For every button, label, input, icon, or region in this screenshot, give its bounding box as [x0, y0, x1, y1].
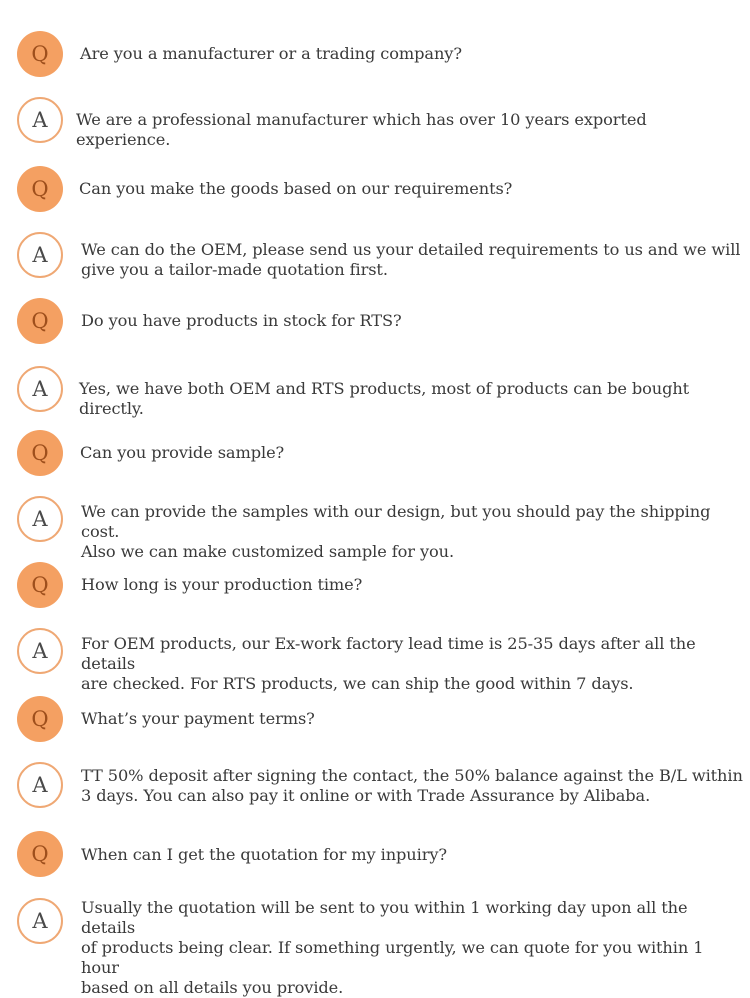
answer-badge: A	[17, 97, 63, 143]
answer-text: TT 50% deposit after signing the contact, the 50% balance against the B/L within 3 days. You can also pay it online or with Trade Assurance by Alibaba.	[81, 766, 743, 805]
question-text: Are you a manufacturer or a trading company?	[80, 44, 462, 63]
question-text: When can I get the quotation for my inpuiry?	[81, 845, 447, 864]
answer-text: We can do the OEM, please send us your detailed requirements to us and we will give you a tailor-made quotation first.	[81, 240, 741, 279]
answer-text: We are a professional manufacturer which has over 10 years exported experience.	[76, 110, 647, 149]
question-text: Can you provide sample?	[80, 443, 285, 462]
answer-text: We can provide the samples with our design, but you should pay the shipping cost. Also we can make customized sample for you.	[81, 502, 711, 561]
question-badge: Q	[17, 298, 63, 344]
answer-text: For OEM products, our Ex-work factory lead time is 25-35 days after all the details are checked. For RTS products, we can ship the good within 7 days.	[81, 634, 696, 693]
question-badge: Q	[17, 166, 63, 212]
answer-badge: A	[17, 898, 63, 944]
question-badge: Q	[17, 31, 63, 77]
question-text: How long is your production time?	[81, 575, 363, 594]
answer-badge: A	[17, 232, 63, 278]
answer-badge: A	[17, 496, 63, 542]
question-badge: Q	[17, 831, 63, 877]
question-text: Can you make the goods based on our requirements?	[79, 179, 513, 198]
question-badge: Q	[17, 696, 63, 742]
answer-text: Yes, we have both OEM and RTS products, most of products can be bought directly.	[79, 379, 690, 418]
answer-text: Usually the quotation will be sent to you within 1 working day upon all the details of products being clear. If something urgently, we can quote for you within 1 hour based on all details you provide.	[81, 898, 704, 997]
answer-badge: A	[17, 628, 63, 674]
question-text: Do you have products in stock for RTS?	[81, 311, 402, 330]
answer-badge: A	[17, 366, 63, 412]
answer-badge: A	[17, 762, 63, 808]
question-text: What’s your payment terms?	[81, 709, 315, 728]
question-badge: Q	[17, 562, 63, 608]
question-badge: Q	[17, 430, 63, 476]
